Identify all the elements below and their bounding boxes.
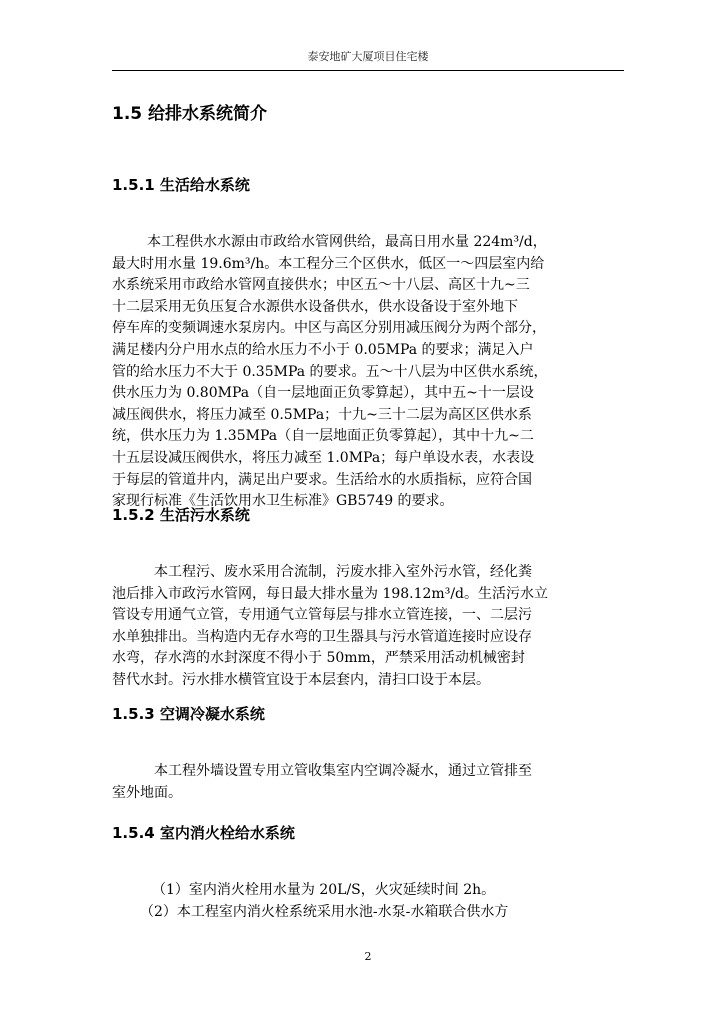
paragraph-line: 替代水封。污水排水横管宜设于本层套内，清扫口设于本层。 <box>112 671 490 688</box>
paragraph-line: 水系统采用市政给水管网直接供水；中区五～十八层、高区十九~三 <box>112 277 530 294</box>
paragraph-water-supply <box>112 232 624 513</box>
paragraph-line: （2）本工程室内消火栓系统采用水池-水泵-水箱联合供水方 <box>140 903 509 920</box>
paragraph-line: （1）室内消火栓用水量为 20L/S，火灾延续时间 2h。 <box>152 882 496 898</box>
paragraph-line: 供水压力为 0.80MPa（自一层地面正负零算起），其中五~十一层设 <box>112 385 534 402</box>
paragraph-line: 室外地面。 <box>112 784 182 801</box>
paragraph-line: 十二层采用无负压复合水源供水设备供水，供水设备设于室外地下 <box>112 298 518 315</box>
paragraph-line: 本工程供水水源由市政给水管网供给，最高日用水量 224m³/d， <box>147 234 547 250</box>
paragraph-line: 减压阀供水，将压力减至 0.5MPa；十九~三十二层为高区区供水系 <box>112 406 532 423</box>
paragraph-line: 家现行标准《生活饮用水卫生标准》GB5749 的要求。 <box>112 493 454 510</box>
paragraph-fire-hydrant <box>112 880 624 923</box>
paragraph-line: 统，供水压力为 1.35MPa（自一层地面正负零算起），其中十九~二 <box>112 428 534 445</box>
subsection-title-water-supply: 1.5.1 生活给水系统 <box>112 176 250 194</box>
page-number: 2 <box>364 950 372 963</box>
paragraph-line: 管设专用通气立管，专用通气立管每层与排水立管连接，一、二层污 <box>112 607 532 624</box>
paragraph-line: 本工程污、废水采用合流制，污废水排入室外污水管，经化粪 <box>154 564 532 580</box>
running-header: 泰安地矿大厦项目住宅楼 <box>307 50 429 63</box>
paragraph-line: 停车库的变频调速水泵房内。中区与高区分别用减压阀分为两个部分， <box>112 320 546 337</box>
paragraph-line: 十五层设减压阀供水，将压力减至 1.0MPa；每户单设水表，水表设 <box>112 449 535 466</box>
paragraph-line: 最大时用水量 19.6m³/h。本工程分三个区供水，低区一～四层室内给 <box>112 255 545 272</box>
paragraph-line: 于每层的管道井内，满足出户要求。生活给水的水质指标，应符合国 <box>112 471 532 488</box>
paragraph-line: 水单独排出。当构造内无存水弯的卫生器具与污水管道连接时应设存 <box>112 628 532 645</box>
paragraph-line: 管的给水压力不大于 0.35MPa 的要求。五～十八层为中区供水系统， <box>112 363 548 380</box>
paragraph-line: 满足楼内分户用水点的给水压力不小于 0.05MPa 的要求；满足入户 <box>112 341 534 358</box>
paragraph-line: 池后排入市政污水管网，每日最大排水量为 198.12m³/d。生活污水立 <box>112 585 549 602</box>
paragraph-line: 水弯，存水湾的水封深度不得小于 50mm，严禁采用活动机械密封 <box>112 650 525 667</box>
paragraph-sewage <box>112 562 624 692</box>
paragraph-condensate <box>112 761 624 804</box>
section-title: 1.5 给排水系统简介 <box>112 104 268 124</box>
subsection-title-sewage: 1.5.2 生活污水系统 <box>112 506 250 524</box>
paragraph-line: 本工程外墙设置专用立管收集室内空调冷凝水，通过立管排至 <box>154 763 532 779</box>
subsection-title-condensate: 1.5.3 空调冷凝水系统 <box>112 705 265 723</box>
header-divider <box>112 70 624 71</box>
subsection-title-fire-hydrant: 1.5.4 室内消火栓给水系统 <box>112 824 295 842</box>
